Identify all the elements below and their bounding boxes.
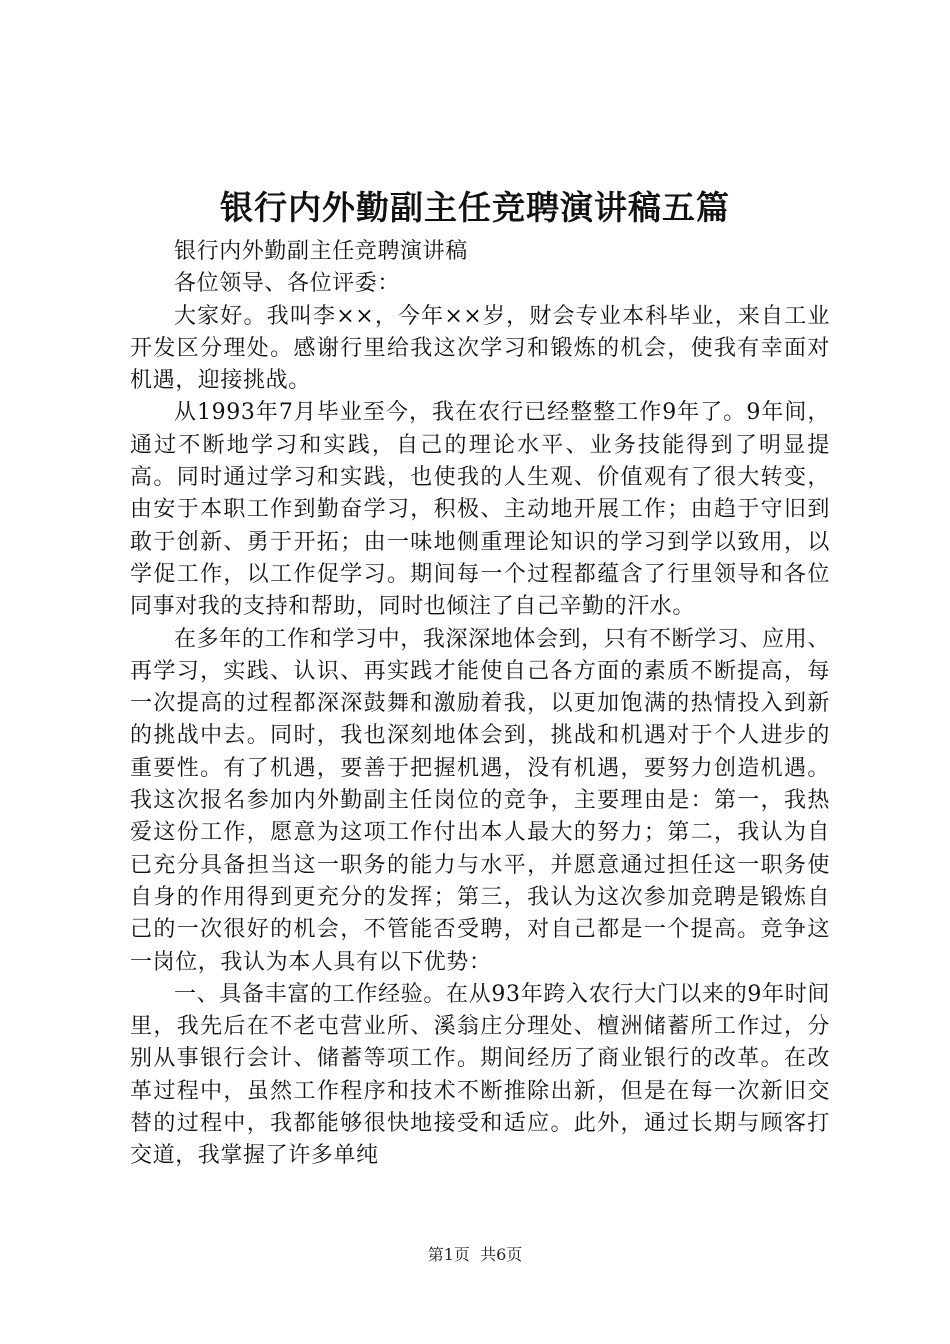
salutation-paragraph: 各位领导、各位评委： bbox=[174, 271, 401, 297]
page-total: 共6页 bbox=[480, 1245, 523, 1264]
subtitle-paragraph: 银行内外勤副主任竞聘演讲稿 bbox=[174, 239, 468, 264]
page-number: 第1页 bbox=[427, 1245, 470, 1264]
document-title: 银行内外勤副主任竞聘演讲稿五篇 bbox=[220, 188, 730, 227]
body-paragraph: 一、具备丰富的工作经验。在从93年跨入农行大门以来的9年时间里，我先后在不老屯营业所、溪翁庄分理处、檀洲储蓄所工作过，分别从事银行会计、储蓄等项工作。期间经历了商业银行的改革。在改革过程中，虽然工作程序和技术不断推除出新，但是在每一次新旧交替的过程中，我都能够很快地接受和适应。此外，通过长期与顾客打交道，我掌握了许多单纯 bbox=[130, 981, 830, 1169]
body-paragraph: 大家好。我叫李××，今年××岁，财会专业本科毕业，来自工业开发区分理处。感谢行里给我这次学习和锻炼的机会，使我有幸面对机遇，迎接挑战。 bbox=[130, 303, 830, 394]
body-paragraph: 在多年的工作和学习中，我深深地体会到，只有不断学习、应用、再学习，实践、认识、再实践才能使自己各方面的素质不断提高，每一次提高的过程都深深鼓舞和激励着我，以更加饱满的热情投入到新的挑战中去。同时，我也深刻地体会到，挑战和机遇对于个人进步的重要性。有了机遇，要善于把握机遇，没有机遇，要努力创造机遇。我这次报名参加内外勤副主任岗位的竞争，主要理由是：第一，我热爱这份工作，愿意为这项工作付出本人最大的努力；第二，我认为自已充分具备担当这一职务的能力与水平，并愿意通过担任这一职务使自身的作用得到更充分的发挥；第三，我认为这次参加竞聘是锻炼自己的一次很好的机会，不管能否受聘，对自己都是一个提高。竞争这一岗位，我认为本人具有以下优势： bbox=[130, 626, 830, 975]
page-footer bbox=[0, 1244, 950, 1266]
document-body bbox=[130, 236, 830, 1173]
footer-spacer bbox=[470, 1245, 480, 1264]
body-paragraph: 从1993年7月毕业至今，我在农行已经整整工作9年了。9年间，通过不断地学习和实践，自己的理论水平、业务技能得到了明显提高。同时通过学习和实践，也使我的人生观、价值观有了很大转变，由安于本职工作到勤奋学习，积极、主动地开展工作；由趋于守旧到敢于创新、勇于开拓；由一味地侧重理论知识的学习到学以致用，以学促工作，以工作促学习。期间每一个过程都蕴含了行里领导和各位同事对我的支持和帮助，同时也倾注了自己辛勤的汗水。 bbox=[130, 400, 830, 620]
